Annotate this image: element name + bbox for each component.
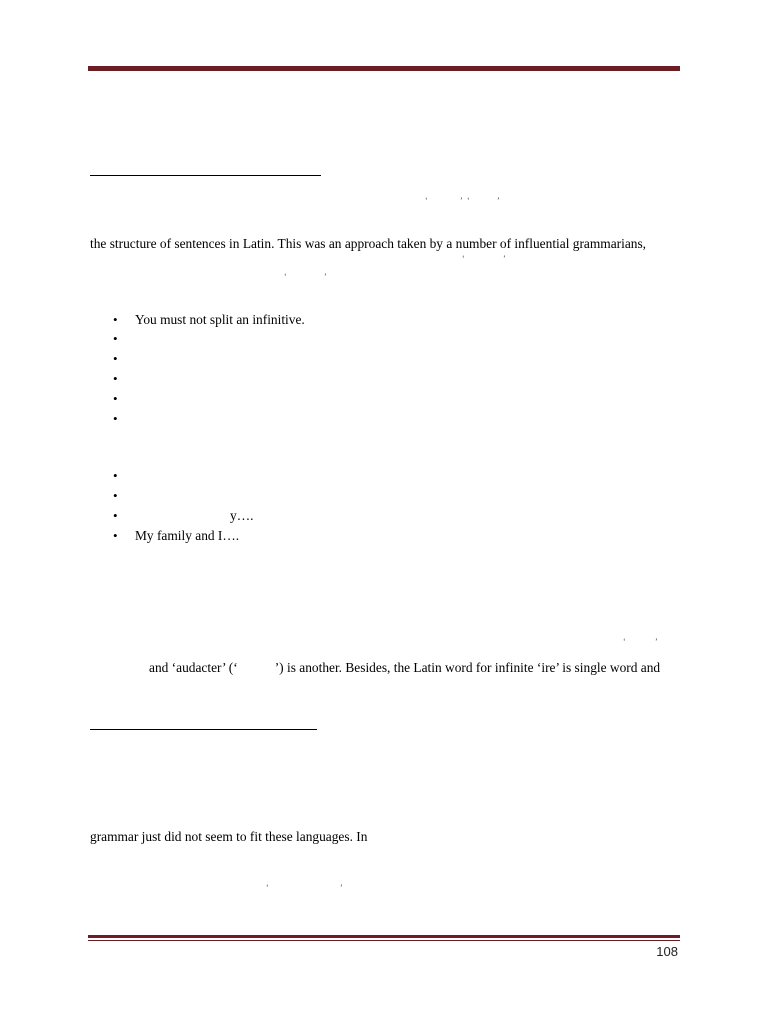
list-bullet: • (113, 468, 118, 483)
quote-mark: ’ (340, 883, 343, 892)
quote-mark: ‘ (467, 196, 470, 205)
list-item-text: You must not split an infinitive. (135, 312, 305, 327)
section-heading-underline (90, 729, 317, 730)
quote-mark: ’ (503, 254, 506, 263)
paragraph-fragment: ’) is another. Besides, the Latin word for infinite ‘ire’ is single word and (274, 660, 661, 675)
paragraph-fragment: and ‘audacter’ (‘ (149, 660, 238, 675)
quote-mark: ’ (655, 637, 658, 646)
quote-mark: ‘ (623, 637, 626, 646)
list-item-fragment: y…. (230, 508, 254, 523)
quote-mark: ’ (460, 196, 463, 205)
page-number: 108 (656, 944, 678, 959)
quote-mark: ‘ (284, 272, 287, 281)
quote-mark: ‘ (462, 254, 465, 263)
list-bullet: • (113, 391, 118, 406)
list-bullet: • (113, 411, 118, 426)
list-bullet: • (113, 528, 118, 543)
paragraph-line (149, 660, 660, 676)
bottom-rule (88, 935, 680, 938)
list-bullet: • (113, 371, 118, 386)
section-heading-underline (90, 175, 321, 176)
list-bullet: • (113, 488, 118, 503)
list-bullet: • (113, 312, 118, 327)
list-bullet: • (113, 508, 118, 523)
bottom-rule-thin (88, 940, 680, 941)
list-item-text: My family and I…. (135, 528, 240, 543)
list-bullet: • (113, 331, 118, 346)
quote-mark: ’ (497, 196, 500, 205)
quote-mark: ’ (324, 272, 327, 281)
list-bullet: • (113, 351, 118, 366)
quote-mark: ‘ (425, 196, 428, 205)
quote-mark: ‘ (266, 883, 269, 892)
top-rule (88, 66, 680, 71)
paragraph-line: the structure of sentences in Latin. This was an approach taken by a number of influential grammarians, (90, 236, 647, 251)
paragraph-line: grammar just did not seem to fit these languages. In (90, 829, 368, 844)
